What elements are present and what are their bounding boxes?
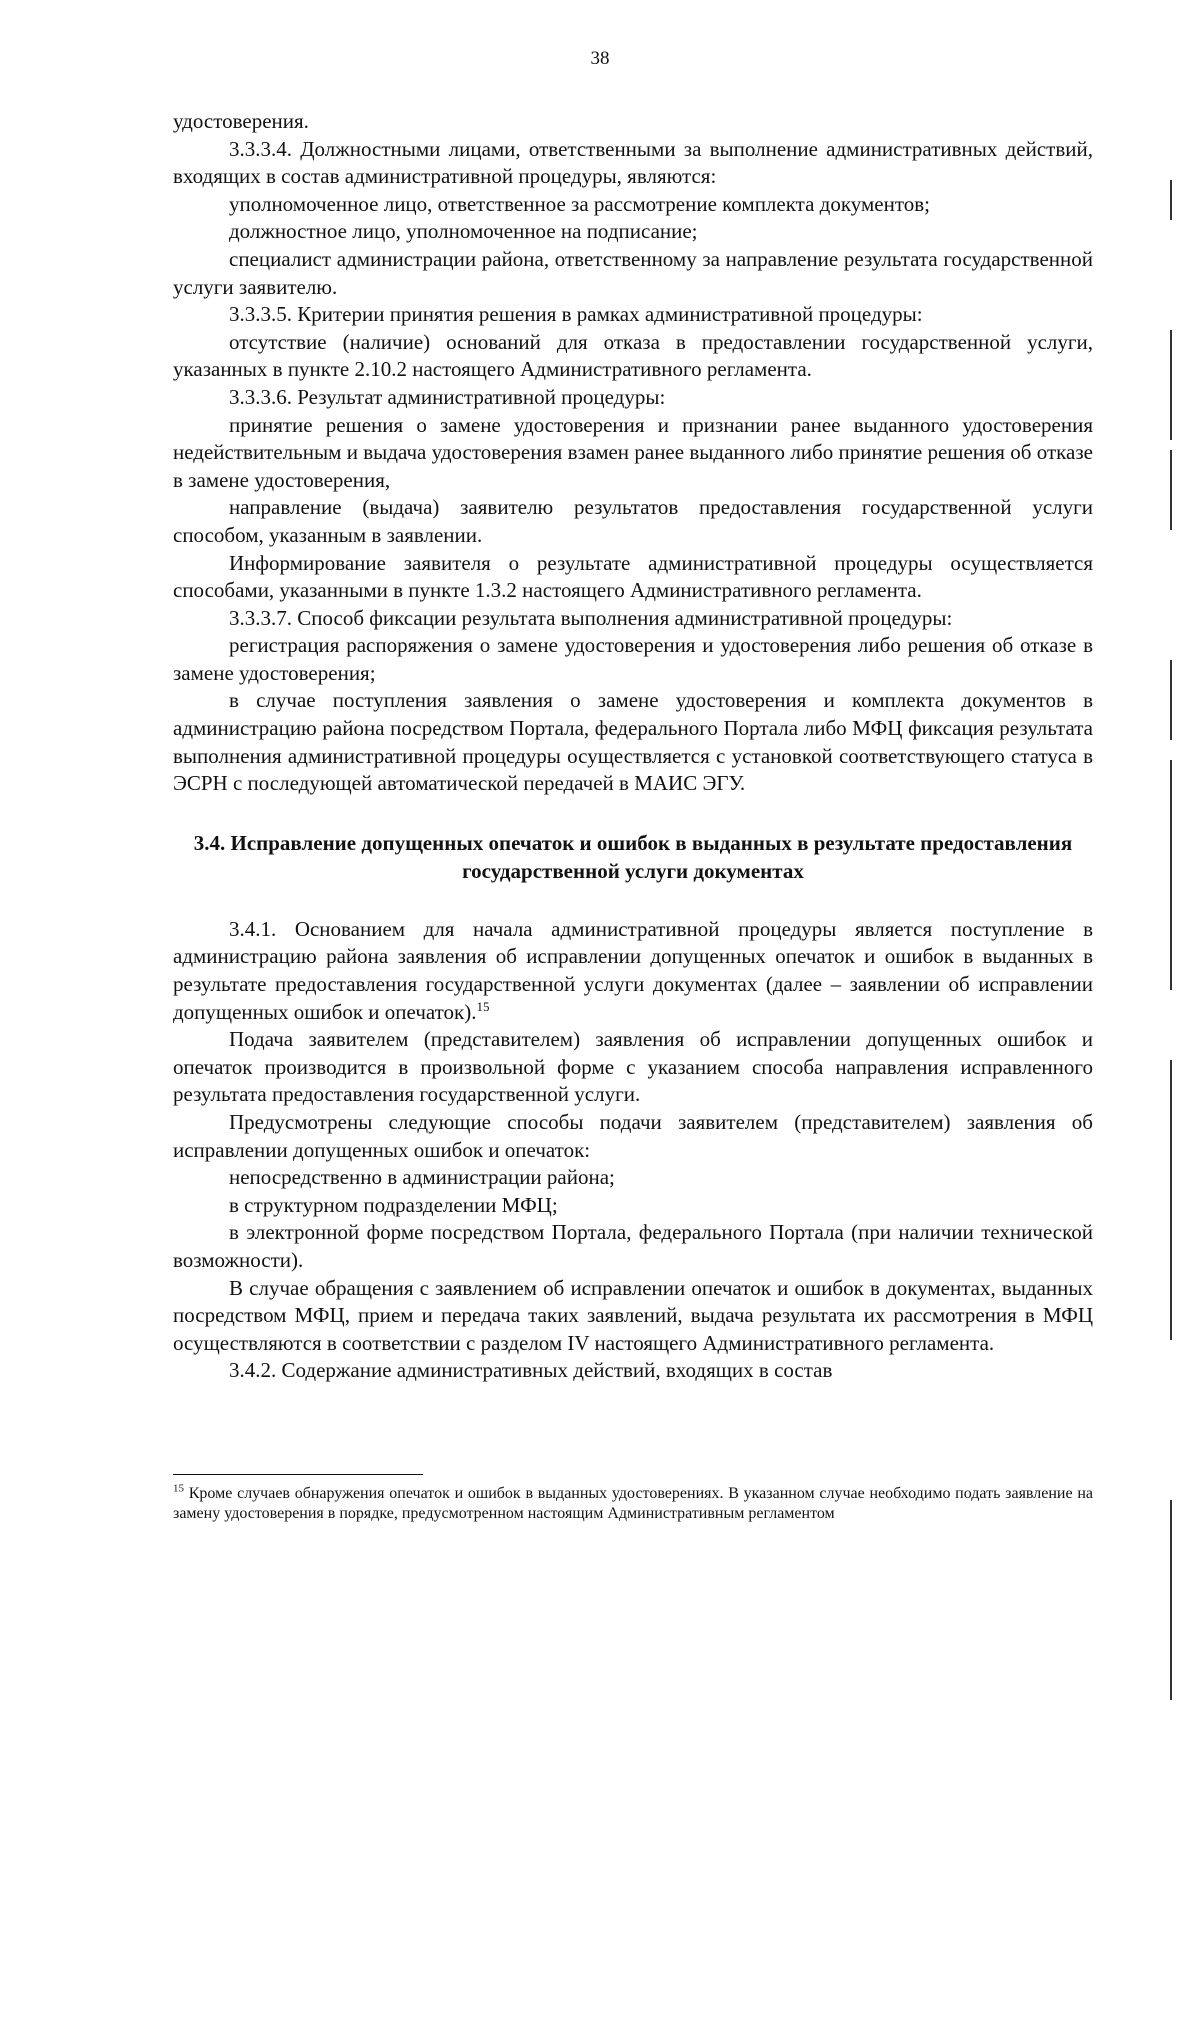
scan-margin-mark bbox=[1170, 1060, 1172, 1340]
footnote bbox=[173, 1484, 1093, 1524]
paragraph: в электронной форме посредством Портала, федерального Портала (при наличии технической возможности). bbox=[173, 1220, 1093, 1272]
paragraph: в структурном подразделении МФЦ; bbox=[229, 1192, 558, 1217]
document-body bbox=[173, 108, 1093, 1385]
paragraph: регистрация распоряжения о замене удостоверения и удостоверения либо решения об отказе в замене удостоверения; bbox=[173, 633, 1093, 685]
paragraph: 3.3.3.5. Критерии принятия решения в рамках административной процедуры: bbox=[229, 302, 923, 327]
paragraph-text: 3.4.1. Основанием для начала административной процедуры является поступление в администрацию района заявления об исправлении допущенных опечаток и ошибок в выданных в результате предоставления государственной услуги документах (далее – заявлении об исправлении допущенных ошибок и опечаток). bbox=[173, 916, 1093, 1024]
paragraph bbox=[173, 916, 1093, 1026]
paragraph: 3.3.3.6. Результат административной процедуры: bbox=[229, 384, 666, 409]
scan-margin-mark bbox=[1170, 450, 1172, 530]
paragraph: в случае поступления заявления о замене удостоверения и комплекта документов в администрацию района посредством Портала, федерального Портала либо МФЦ фиксация результата выполнения административной процедуры осуществляется с установкой соответствующего статуса в ЭСРН с последующей автоматической передачей в МАИС ЭГУ. bbox=[173, 688, 1093, 796]
paragraph: Информирование заявителя о результате административной процедуры осуществляется способами, указанными в пункте 1.3.2 настоящего Административного регламента. bbox=[173, 550, 1093, 603]
paragraph: принятие решения о замене удостоверения и признании ранее выданного удостоверения недействительным и выдача удостоверения взамен ранее выданного либо принятие решения об отказе в замене удостоверения, bbox=[173, 412, 1093, 492]
footnote-number: 15 bbox=[173, 1482, 184, 1495]
paragraph: уполномоченное лицо, ответственное за рассмотрение комплекта документов; bbox=[229, 191, 930, 216]
paragraph: Подача заявителем (представителем) заявления об исправлении допущенных ошибок и опечаток производится в произвольной форме с указанием способа направления исправленного результата предоставления государственной услуги. bbox=[173, 1027, 1093, 1107]
paragraph: непосредственно в администрации района; bbox=[229, 1165, 615, 1190]
scan-margin-mark bbox=[1170, 180, 1172, 220]
scan-margin-mark bbox=[1170, 760, 1172, 990]
paragraph: 3.4.2. Содержание административных действий, входящих в состав bbox=[229, 1358, 833, 1383]
paragraph: 3.3.3.4. Должностными лицами, ответственными за выполнение административных действий, входящих в состав административной процедуры, являются: bbox=[173, 136, 1093, 189]
section-heading: 3.4. Исправление допущенных опечаток и ошибок в выданных в результате предоставления государственной услуги документах bbox=[193, 830, 1073, 883]
scan-margin-mark bbox=[1170, 1500, 1172, 1700]
paragraph: направление (выдача) заявителю результатов предоставления государственной услуги способом, указанным в заявлении. bbox=[173, 495, 1093, 547]
paragraph: В случае обращения с заявлением об исправлении опечаток и ошибок в документах, выданных посредством МФЦ, прием и передача таких заявлений, выдача результата их рассмотрения в МФЦ осуществляются в соответствии с разделом IV настоящего Административного регламента. bbox=[173, 1275, 1093, 1355]
footnote-separator bbox=[173, 1474, 423, 1475]
page-number: 38 bbox=[590, 48, 610, 69]
paragraph: удостоверения. bbox=[173, 109, 309, 133]
paragraph: специалист администрации района, ответственному за направление результата государственной услуги заявителю. bbox=[173, 246, 1093, 299]
footnote-text: Кроме случаев обнаружения опечаток и ошибок в выданных удостоверениях. В указанном случае необходимо подать заявление на замену удостоверения в порядке, предусмотренном настоящим Административным регламентом bbox=[173, 1485, 1094, 1522]
paragraph: 3.3.3.7. Способ фиксации результата выполнения административной процедуры: bbox=[229, 605, 953, 630]
footnote-reference[interactable]: 15 bbox=[476, 998, 490, 1014]
scan-margin-mark bbox=[1170, 330, 1172, 440]
paragraph: должностное лицо, уполномоченное на подписание; bbox=[229, 219, 698, 244]
scan-margin-mark bbox=[1170, 660, 1172, 740]
paragraph: отсутствие (наличие) оснований для отказа в предоставлении государственной услуги, указанных в пункте 2.10.2 настоящего Административного регламента. bbox=[173, 329, 1093, 382]
paragraph: Предусмотрены следующие способы подачи заявителем (представителем) заявления об исправлении допущенных ошибок и опечаток: bbox=[173, 1110, 1093, 1162]
